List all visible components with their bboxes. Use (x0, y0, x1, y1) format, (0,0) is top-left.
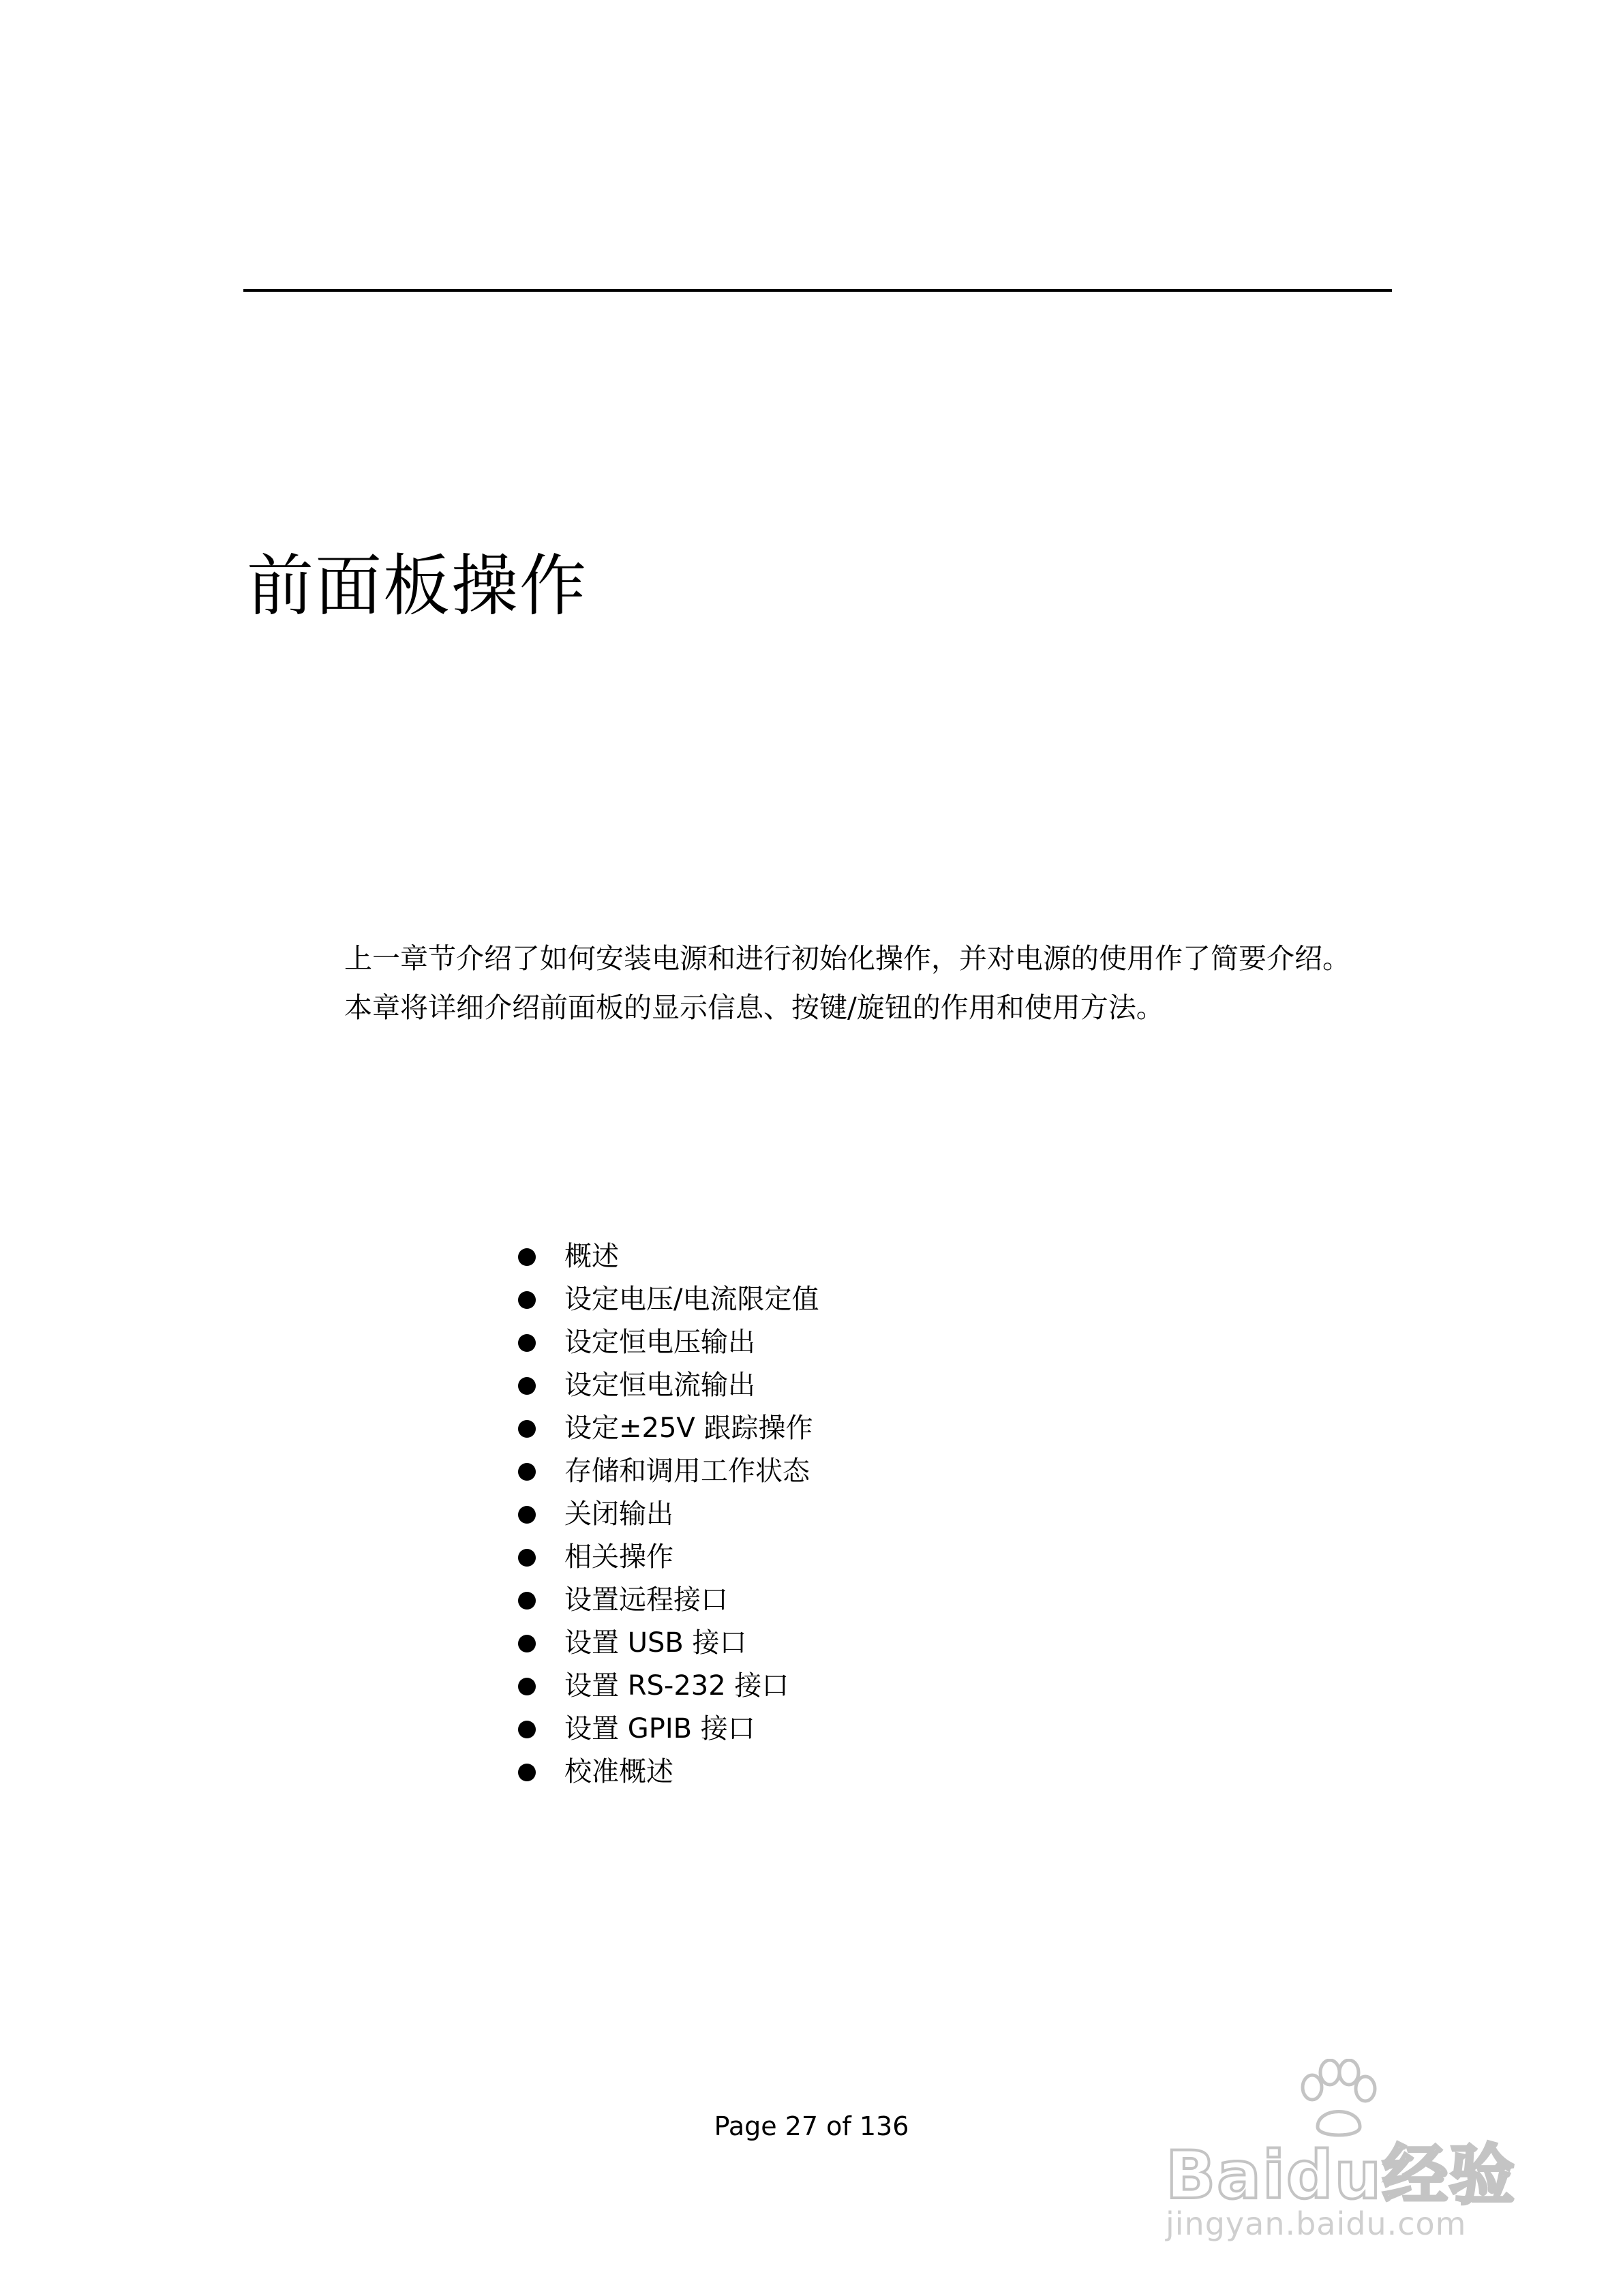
bullet-icon (518, 1592, 536, 1610)
page-number: Page 27 of 136 (714, 2111, 909, 2141)
intro-line-1: 上一章节介绍了如何安装电源和进行初始化操作，并对电源的使用作了简要介绍。 (344, 942, 1350, 975)
list-item (518, 1665, 819, 1708)
list-item-label: 相关操作 (564, 1541, 673, 1573)
list-item-label: 设置 USB 接口 (564, 1627, 747, 1659)
bullet-icon (518, 1506, 536, 1524)
list-item (518, 1450, 819, 1493)
bullet-icon (518, 1377, 536, 1395)
list-item-label: 设置远程接口 (564, 1584, 728, 1616)
bullet-icon (518, 1721, 536, 1738)
list-item-label: 设定恒电压输出 (564, 1327, 755, 1358)
bullet-icon (518, 1678, 536, 1695)
bullet-icon (518, 1463, 536, 1481)
list-item-label: 设定电压/电流限定值 (564, 1284, 819, 1315)
list-item (518, 1536, 819, 1579)
baidu-jingyan-watermark (1152, 2059, 1554, 2256)
watermark-logo-text: Baidu经验 (1166, 2137, 1516, 2214)
header-rule (243, 289, 1392, 292)
bullet-icon (518, 1549, 536, 1567)
list-item (518, 1407, 819, 1450)
list-item-label: 存储和调用工作状态 (564, 1455, 810, 1487)
list-item (518, 1579, 819, 1622)
list-item (518, 1278, 819, 1321)
list-item-label: 概述 (564, 1241, 619, 1272)
list-item (518, 1622, 819, 1665)
chapter-title: 前面板操作 (247, 547, 588, 625)
list-item (518, 1493, 819, 1536)
list-item (518, 1321, 819, 1364)
list-item-label: 设定±25V 跟踪操作 (564, 1413, 813, 1444)
list-item-label: 设定恒电流输出 (564, 1370, 755, 1401)
watermark-url: jingyan.baidu.com (1166, 2205, 1467, 2242)
bullet-icon (518, 1248, 536, 1266)
list-item (518, 1751, 819, 1794)
intro-paragraph (344, 934, 1408, 1032)
list-item-label: 关闭输出 (564, 1498, 673, 1530)
bullet-icon (518, 1334, 536, 1352)
chapter-topic-list (518, 1235, 819, 1794)
bullet-icon (518, 1291, 536, 1309)
bullet-icon (518, 1764, 536, 1781)
list-item-label: 校准概述 (564, 1756, 673, 1787)
list-item (518, 1364, 819, 1407)
intro-line-2: 本章将详细介绍前面板的显示信息、按键/旋钮的作用和使用方法。 (344, 991, 1164, 1024)
list-item (518, 1708, 819, 1751)
bullet-icon (518, 1635, 536, 1652)
bullet-icon (518, 1420, 536, 1438)
list-item-label: 设置 RS-232 接口 (564, 1670, 789, 1702)
list-item (518, 1235, 819, 1278)
list-item-label: 设置 GPIB 接口 (564, 1713, 755, 1744)
